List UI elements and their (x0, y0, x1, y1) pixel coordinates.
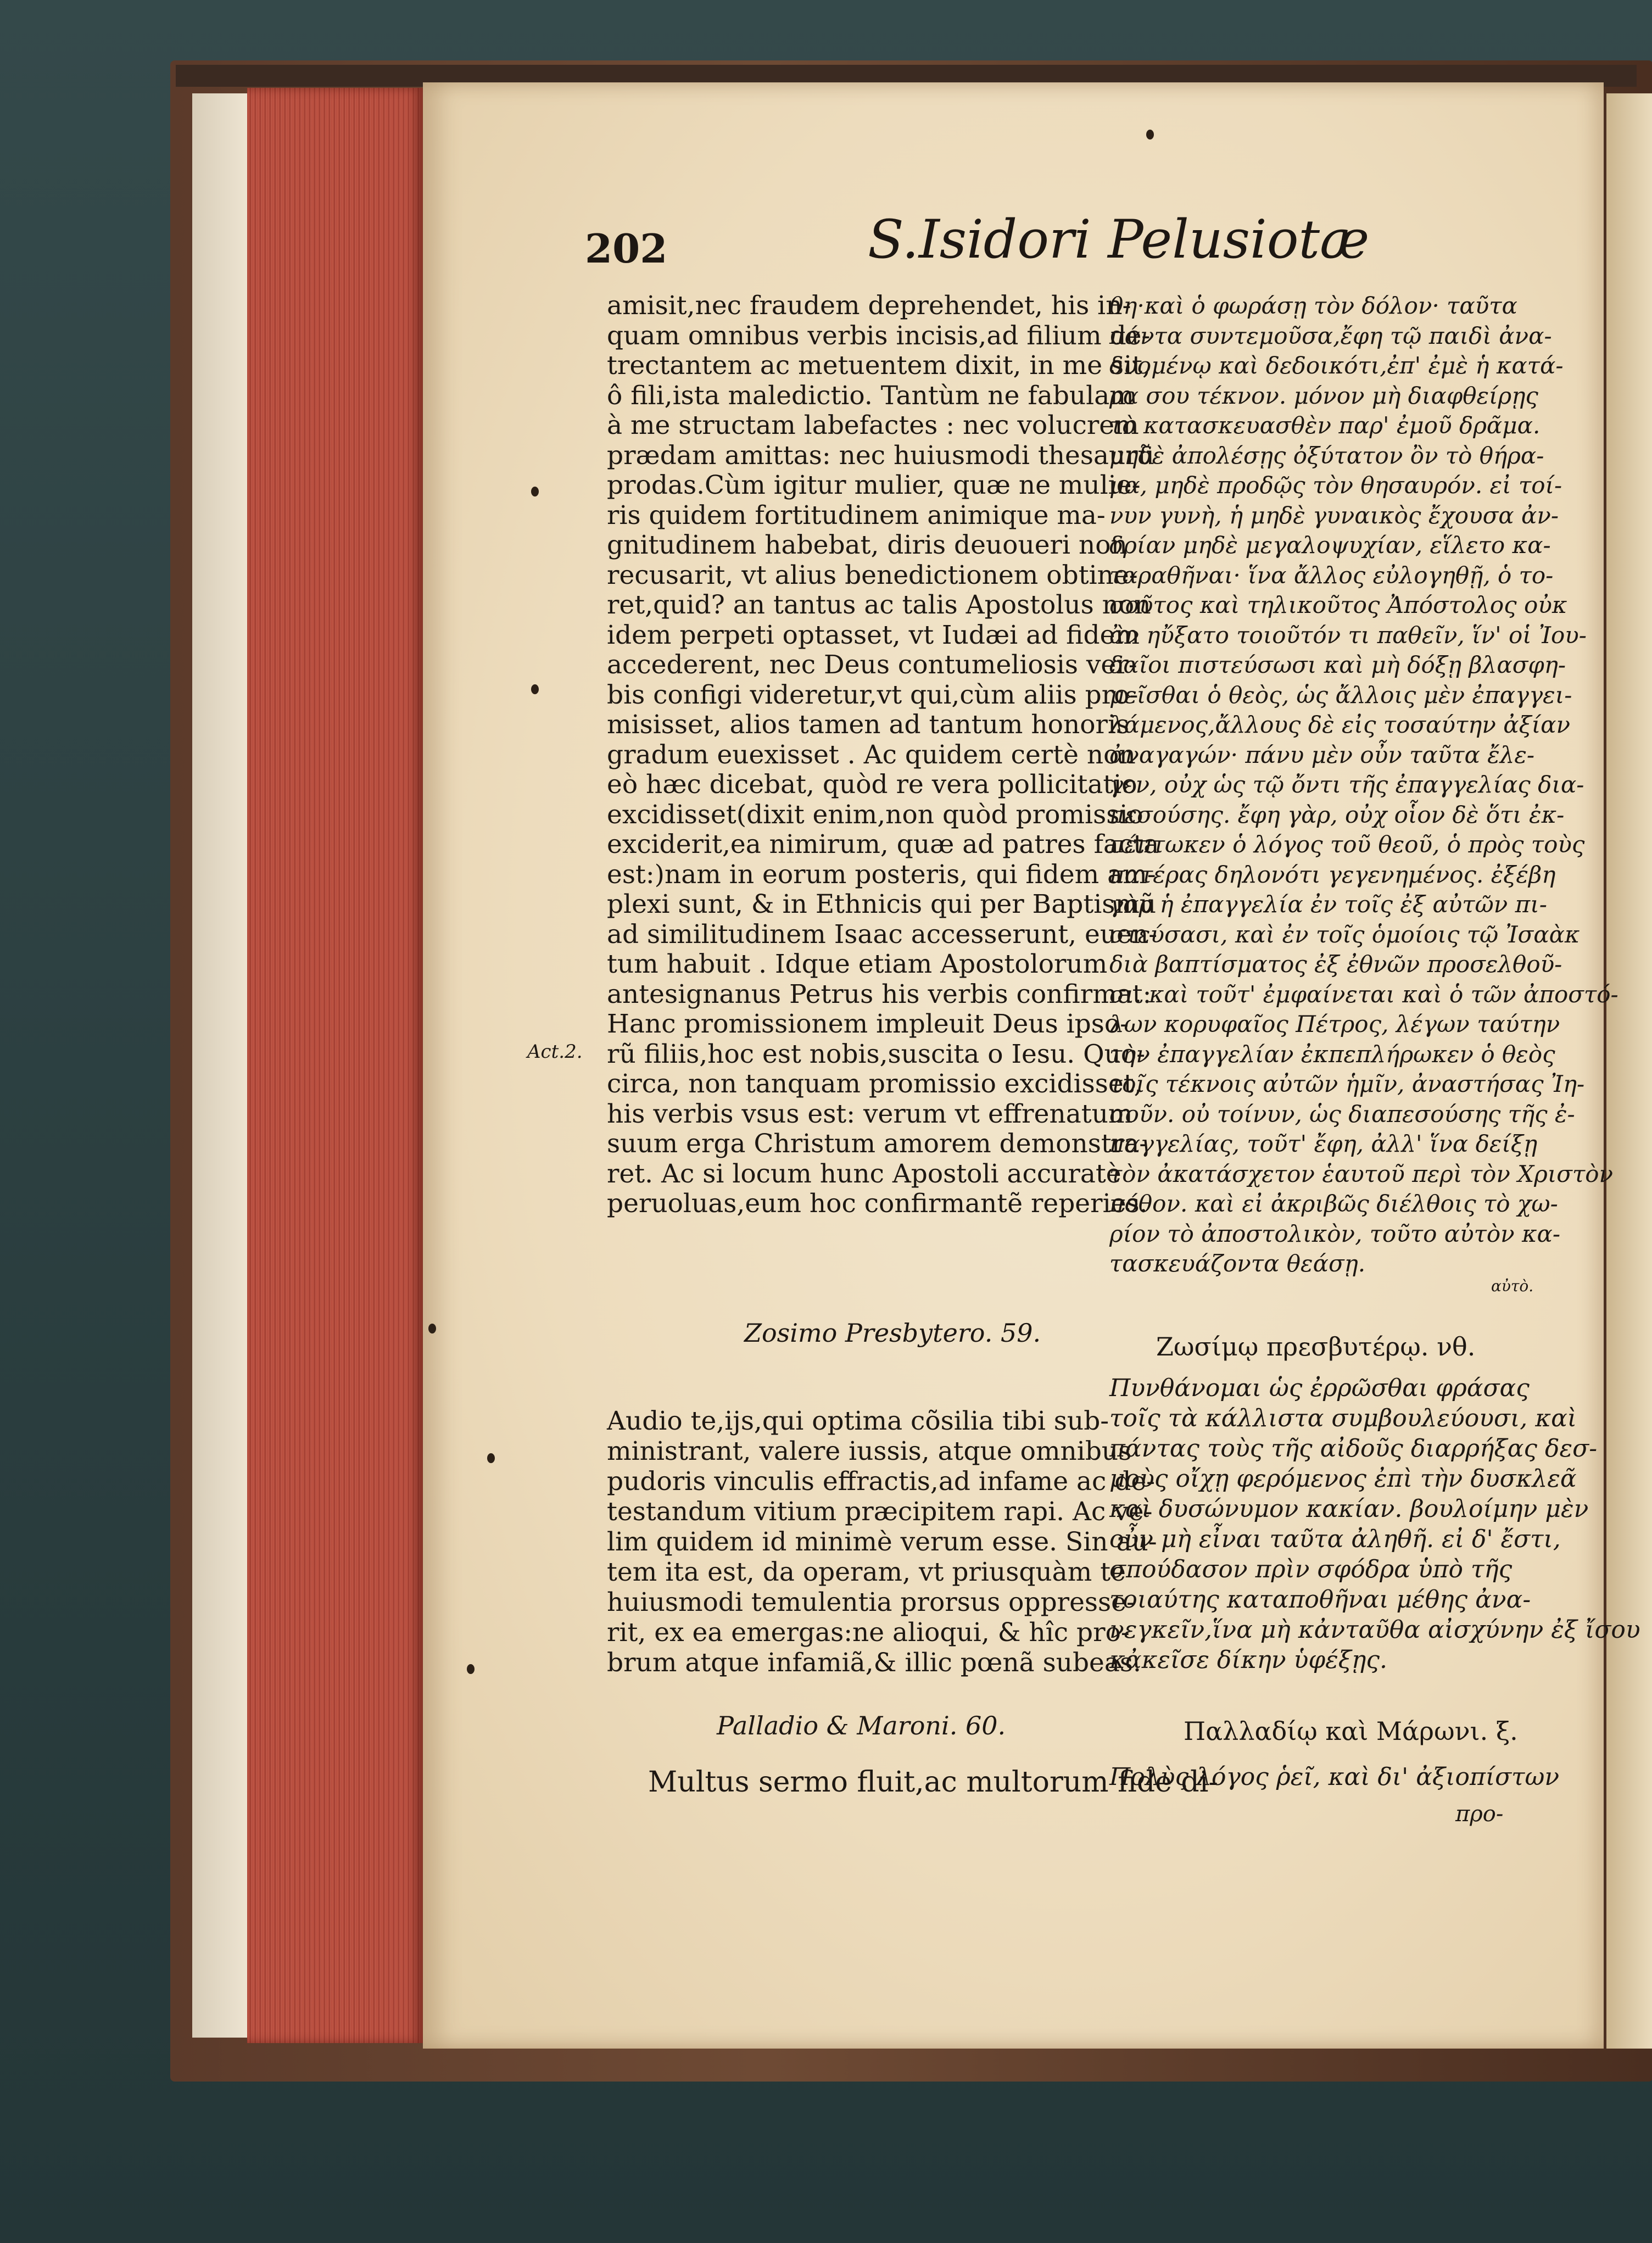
catchword: προ- (1455, 1801, 1504, 1827)
text-line: testandum vitium præcipitem rapi. Ac ve- (607, 1497, 1153, 1527)
text-line: τοῖς τὰ κάλλιστα συμβουλεύουσι, καὶ (1109, 1404, 1577, 1432)
text-line: peruoluas,eum hoc confirmantẽ reperies. (607, 1189, 1148, 1219)
text-line: idem perpeti optasset, vt Iudæi ad fidem (607, 620, 1140, 650)
text-line: gradum euexisset . Ac quidem certè non (607, 739, 1136, 770)
latin-letter-body (607, 1406, 1157, 1678)
latin-marginal-note: Act.2. (527, 1041, 583, 1063)
text-line: ρίον τὸ ἀποστολικὸν, τοῦτο αὐτὸν κα- (1109, 1220, 1561, 1247)
text-line: πεσούσης. ἔφη γὰρ, οὐχ οἷον δὲ ὅτι ἐκ- (1109, 801, 1565, 828)
text-line: μεῖσθαι ὁ θεὸς, ὡς ἄλλοις μὲν ἐπαγγει- (1109, 681, 1572, 708)
text-line: πάντας τοὺς τῆς αἰδοῦς διαρρήξας δεσ- (1109, 1435, 1598, 1463)
text-line: Audio te,ijs,qui optima cõsilia tibi sub- (607, 1406, 1109, 1436)
text-line: circa, non tanquam promissio excidisset, (607, 1069, 1142, 1099)
greek-letter-heading: Παλλαδίῳ καὶ Μάρωνι. ξ. (1184, 1716, 1518, 1746)
text-line: his verbis vsus est: verum vt effrenatum (607, 1098, 1133, 1129)
text-line: est:)nam in eorum posteris, qui fidem am- (607, 859, 1156, 890)
text-line: recusarit, vt alius benedictionem obtine- (607, 560, 1138, 590)
text-line: trectantem ac metuentem dixit, in me sit, (607, 350, 1151, 381)
text-line: πάντα συντεμοῦσα,ἔφη τῷ παιδὶ ἀνα- (1109, 322, 1552, 349)
text-line: à me structam labefactes : nec volucrem (607, 410, 1139, 440)
text-line: στεύσασι, καὶ ἐν τοῖς ὁμοίοις τῷ Ἰσαὰκ (1109, 920, 1580, 948)
text-line: misisset, alios tamen ad tantum honoris (607, 710, 1130, 740)
text-line: ret,quid? an tantus ac talis Apostolus non (607, 590, 1151, 620)
text-line: παγγελίας, τοῦτ' ἔφη, ἀλλ' ἵνα δείξῃ (1109, 1130, 1538, 1157)
wormhole-mark (531, 487, 539, 496)
latin-letter-heading: Zosimo Presbytero. 59. (744, 1318, 1041, 1348)
text-line: λων κορυφαῖος Πέτρος, λέγων ταύτην (1109, 1011, 1560, 1037)
text-line: κἀκεῖσε δίκην ὑφέξῃς. (1109, 1646, 1387, 1674)
text-line: σπούδασον πρὶν σφόδρα ὑπὸ τῆς (1109, 1555, 1513, 1583)
text-line: δρίαν μηδὲ μεγαλοψυχίαν, εἵλετο κα- (1109, 532, 1551, 559)
text-line: θη·καὶ ὁ φωράσῃ τὸν δόλον· ταῦτα (1109, 292, 1517, 319)
text-line: quam omnibus verbis incisis,ad filium de- (607, 320, 1151, 351)
flyleaf-edge (192, 93, 253, 2038)
text-line: gnitudinem habebat, diris deuoueri non (607, 530, 1128, 560)
wormhole-mark (428, 1324, 436, 1333)
text-line: διὰ βαπτίσματος ἐξ ἐθνῶν προσελθοῦ- (1109, 951, 1562, 978)
text-line: lim quidem id minimè verum esse. Sin au- (607, 1527, 1157, 1557)
wormhole-mark (531, 684, 539, 694)
wormhole-mark (467, 1664, 475, 1674)
text-line: πέπτωκεν ὁ λόγος τοῦ θεοῦ, ὁ πρὸς τοὺς (1109, 831, 1585, 858)
text-line: tum habuit . Idque etiam Apostolorum (607, 949, 1108, 979)
text-line: bis configi videretur,vt qui,cùm aliis pro- (607, 679, 1138, 710)
text-line: σοῦτος καὶ τηλικοῦτος Ἀπόστολος οὐκ (1109, 592, 1567, 618)
text-line: πόθον. καὶ εἰ ἀκριβῶς διέλθοις τὸ χω- (1109, 1190, 1558, 1217)
latin-column (607, 291, 1159, 1219)
text-line: plexi sunt, & in Ethnicis qui per Baptismũ (607, 889, 1157, 919)
text-line: rit, ex ea emergas:ne alioqui, & hîc pro- (607, 1617, 1130, 1648)
text-line: ris quidem fortitudinem animique ma- (607, 500, 1106, 531)
text-line: rũ filiis,hoc est nobis,suscita o Iesu. Quo- (607, 1039, 1146, 1069)
text-line: ô fili,ista maledictio. Tantùm ne fabulam (607, 380, 1134, 411)
text-line: ταραθῆναι· ἵνα ἄλλος εὐλογηθῇ, ὁ το- (1109, 561, 1554, 589)
text-line: Hanc promissionem impleuit Deus ipso- (607, 1009, 1129, 1039)
text-line: ἀναγαγών· πάνυ μὲν οὖν ταῦτα ἔλε- (1109, 741, 1535, 768)
greek-letter-heading: Ζωσίμῳ πρεσβυτέρῳ. νθ. (1156, 1332, 1476, 1362)
text-line: amisit,nec fraudem deprehendet, his in- (607, 291, 1131, 321)
text-line: τὴν ἐπαγγελίαν ἐκπεπλήρωκεν ὁ θεὸς (1109, 1040, 1555, 1068)
text-line: λάμενος,ἄλλους δὲ εἰς τοσαύτην ἀξίαν (1109, 711, 1571, 738)
text-line: πατέρας δηλονότι γεγενημένος. ἐξέβη (1109, 861, 1556, 888)
text-line: γεν, οὐχ ὡς τῷ ὄντι τῆς ἐπαγγελίας δια- (1109, 771, 1584, 798)
text-line: τοιαύτης καταποθῆναι μέθης ἀνα- (1109, 1586, 1531, 1614)
text-line: ret. Ac si locum hunc Apostoli accuratè (607, 1158, 1121, 1189)
text-line: Πυνθάνομαι ὡς ἐρρῶσθαι φράσας (1109, 1374, 1530, 1402)
latin-letter-first-line: Multus sermo fluit,ac multorum fide di- (648, 1766, 1218, 1799)
running-head: S.Isidori Pelusiotæ (868, 209, 1370, 270)
text-line: tem ita est, da operam, vt priusquàm te (607, 1557, 1126, 1587)
text-line: ρα σου τέκνον. μόνον μὴ διαφθείρῃς (1109, 382, 1538, 409)
red-page-edges (247, 88, 423, 2043)
greek-letter-body (1109, 1373, 1640, 1675)
text-line: ad similitudinem Isaac accesserunt, euen- (607, 919, 1158, 950)
page-number: 202 (585, 225, 668, 272)
latin-letter-heading: Palladio & Maroni. 60. (717, 1711, 1006, 1740)
wormhole-mark (487, 1453, 495, 1463)
text-line: prædam amittas: nec huiusmodi thesaurũ (607, 440, 1155, 471)
text-line: eò hæc dicebat, quòd re vera pollicitatio (607, 769, 1137, 800)
text-line: μα, μηδὲ προδῷς τὸν θησαυρόν. εἰ τοί- (1109, 472, 1562, 499)
greek-column (1109, 291, 1618, 1279)
text-line: γὰρ ἡ ἐπαγγελία ἐν τοῖς ἐξ αὐτῶν πι- (1109, 891, 1547, 918)
text-line: τὸν ἀκατάσχετον ἑαυτοῦ περὶ τὸν Χριστὸν (1109, 1160, 1614, 1187)
text-line: pudoris vinculis effractis,ad infame ac de- (607, 1466, 1156, 1497)
greek-letter-first-line: Πολὺς λόγος ῥεῖ, καὶ δι' ἀξιοπίστων (1109, 1763, 1560, 1791)
text-line: brum atque infamiã,& illic pœnã subeas. (607, 1648, 1141, 1678)
text-line: ἂν ηὔξατο τοιοῦτόν τι παθεῖν, ἵν' οἱ Ἰου- (1109, 621, 1587, 649)
text-line: exciderit,ea nimirum, quæ ad patres facta (607, 829, 1159, 860)
text-line: τοῖς τέκνοις αὐτῶν ἡμῖν, ἀναστήσας Ἰη- (1109, 1070, 1585, 1097)
text-line: antesignanus Petrus his verbis confirmat: (607, 979, 1152, 1009)
text-line: σοῦν. οὐ τοίνυν, ὡς διαπεσούσης τῆς ἐ- (1109, 1100, 1575, 1128)
text-line: ministrant, valere iussis, atque omnibus (607, 1436, 1132, 1466)
text-line: μοὺς οἴχῃ φερόμενος ἐπὶ τὴν δυσκλεᾶ (1109, 1465, 1577, 1493)
text-line: prodas.Cùm igitur mulier, quæ ne mulie- (607, 470, 1141, 500)
text-line: δυομένῳ καὶ δεδοικότι,ἐπ' ἐμὲ ἡ κατά- (1109, 352, 1564, 379)
text-line: νεγκεῖν,ἵνα μὴ κἀνταῦθα αἰσχύνην ἐξ ἴσου (1109, 1616, 1640, 1644)
text-line: excidisset(dixit enim,non quòd promissio (607, 799, 1143, 830)
text-line: τασκευάζοντα θεάσῃ. (1109, 1250, 1366, 1277)
text-line: suum erga Christum amorem demonstra- (607, 1129, 1148, 1159)
text-line: σι. καὶ τοῦτ' ἐμφαίνεται καὶ ὁ τῶν ἀποστό- (1109, 980, 1618, 1008)
text-line: οὖν μὴ εἶναι ταῦτα ἀληθῆ. εἰ δ' ἔστι, (1109, 1525, 1561, 1553)
text-line: huiusmodi temulentia prorsus oppresse- (607, 1587, 1135, 1617)
text-line: accederent, nec Deus contumeliosis ver- (607, 650, 1137, 680)
text-line: καὶ δυσώνυμον κακίαν. βουλοίμην μὲν (1109, 1495, 1589, 1523)
greek-marginal-note: αὐτὸ. (1491, 1277, 1534, 1295)
text-line: δαῖοι πιστεύσωσι καὶ μὴ δόξῃ βλασφη- (1109, 651, 1566, 678)
wormhole-mark (1146, 130, 1154, 140)
text-line: τὸ κατασκευασθὲν παρ' ἐμοῦ δρᾶμα. (1109, 412, 1541, 439)
text-line: μηδὲ ἀπολέσῃς ὀξύτατον ὂν τὸ θήρα- (1109, 442, 1544, 469)
text-line: νυν γυνὴ, ἡ μηδὲ γυναικὸς ἔχουσα ἀν- (1109, 501, 1559, 529)
